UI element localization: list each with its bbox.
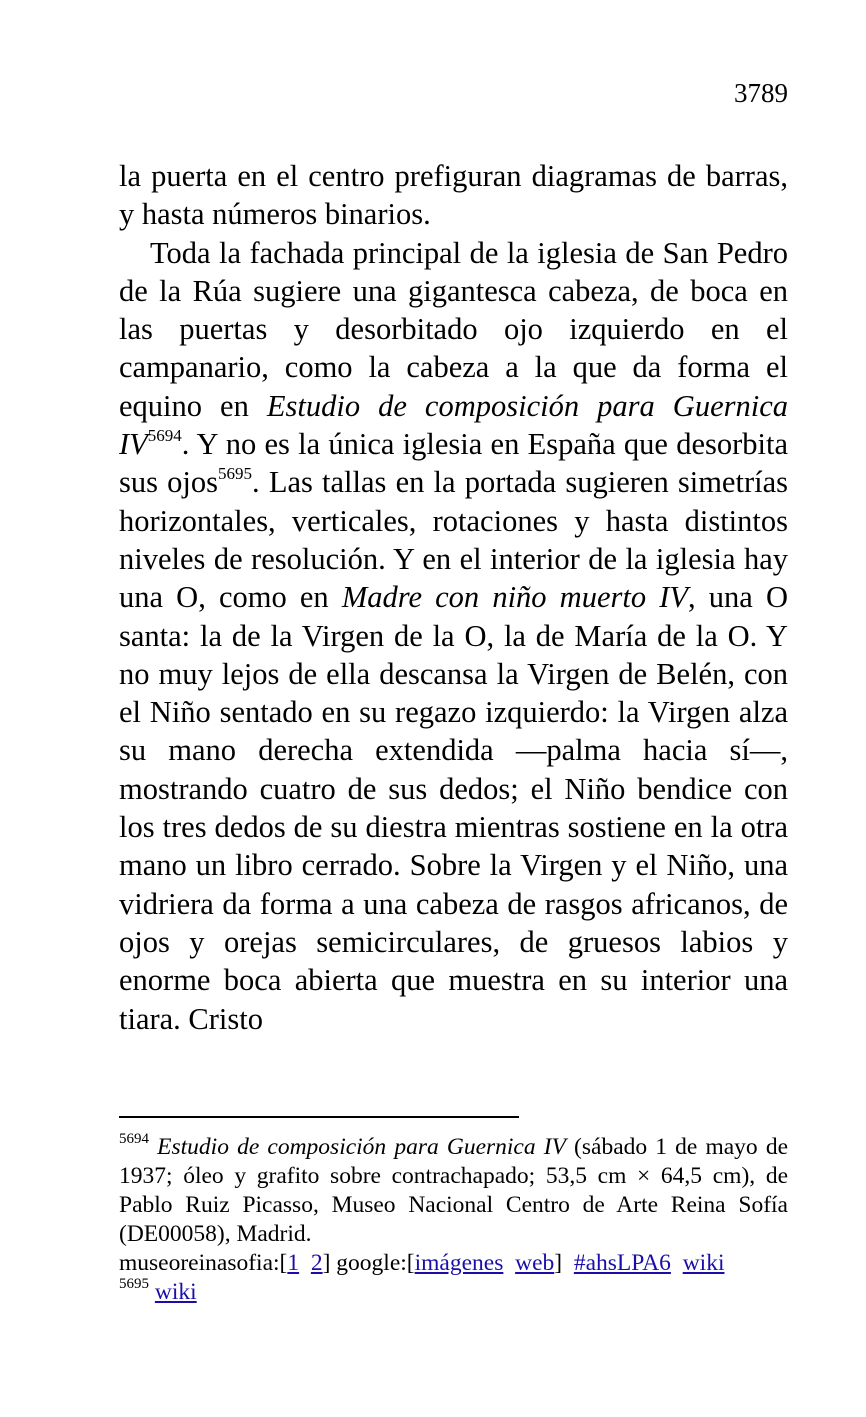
wiki-link[interactable]: wiki	[682, 1250, 725, 1276]
wiki-link[interactable]: wiki	[154, 1279, 197, 1305]
artwork-title: Estudio de composición para Guernica IV	[119, 388, 788, 462]
text-run: , una O santa: la de la Virgen de la O, la de María de la O. Y no muy lejos de ella descansa la Virgen de Belén, con el Niño sentado en su regazo izquierdo: la Virgen alza su mano derecha extendida —palma hacia sí—, mostrando cuatro de sus dedos; el Niño bendice con los tres dedos de su diestra mientras sostiene en la otra mano un libro cerrado. Sobre la Virgen y el Niño, una vidriera da forma a una cabeza de rasgos africanos, de ojos y orejas semicirculares, de gruesos labios y enorme boca abierta que muestra en su interior una tiara. Cristo	[119, 580, 788, 1036]
footnote-reference[interactable]: 5695	[218, 464, 253, 484]
links-label: ]	[554, 1250, 563, 1276]
text-run: Toda la fachada principal de la iglesia de San Pedro de la Rúa sugiere una gigantesca cabeza, de boca en las puertas y desorbitado ojo izquierdo en el campanario, como la cabeza a la que da forma el equino en	[119, 235, 788, 423]
footnotes	[119, 1133, 788, 1307]
google-web-link[interactable]: web	[515, 1250, 555, 1276]
footnote-number: 5695	[119, 1276, 149, 1292]
body-text	[119, 157, 788, 1038]
paragraph: la puerta en el centro prefiguran diagramas de barras, y hasta números binarios.	[119, 159, 788, 232]
text-run: . Las tallas en la portada sugieren simetrías horizontales, verticales, rotaciones y hasta distintos niveles de resolución. Y en el interior de la iglesia hay una O, como en	[119, 465, 788, 615]
links-label: ] google:[	[322, 1250, 415, 1276]
museo-link-2[interactable]: 2	[310, 1250, 323, 1276]
google-images-link[interactable]: imágenes	[414, 1250, 504, 1276]
hashtag-link[interactable]: #ahsLPA6	[573, 1250, 671, 1276]
footnote	[119, 1278, 788, 1307]
page-number: 3789	[734, 78, 788, 108]
text-run: . Y no es la única iglesia en España que desorbita sus ojos	[119, 427, 788, 500]
footnote-number: 5694	[119, 1131, 149, 1147]
artwork-title: Estudio de composición para Guernica IV	[157, 1134, 566, 1160]
footnote-separator	[119, 1116, 519, 1118]
footnote-links	[119, 1249, 788, 1278]
footnote	[119, 1133, 788, 1249]
footnote-text: (sábado 1 de mayo de 1937; óleo y grafito sobre contrachapado; 53,5 cm × 64,5 cm), de Pablo Ruiz Picasso, Museo Nacional Centro de Arte Reina Sofía (DE00058), Madrid.	[119, 1134, 788, 1247]
links-label: museoreinasofia:[	[119, 1250, 288, 1276]
artwork-title: Madre con niño muerto IV	[341, 580, 689, 615]
footnote-reference[interactable]: 5694	[147, 426, 182, 446]
paragraph	[119, 234, 788, 1038]
museo-link-1[interactable]: 1	[287, 1250, 300, 1276]
